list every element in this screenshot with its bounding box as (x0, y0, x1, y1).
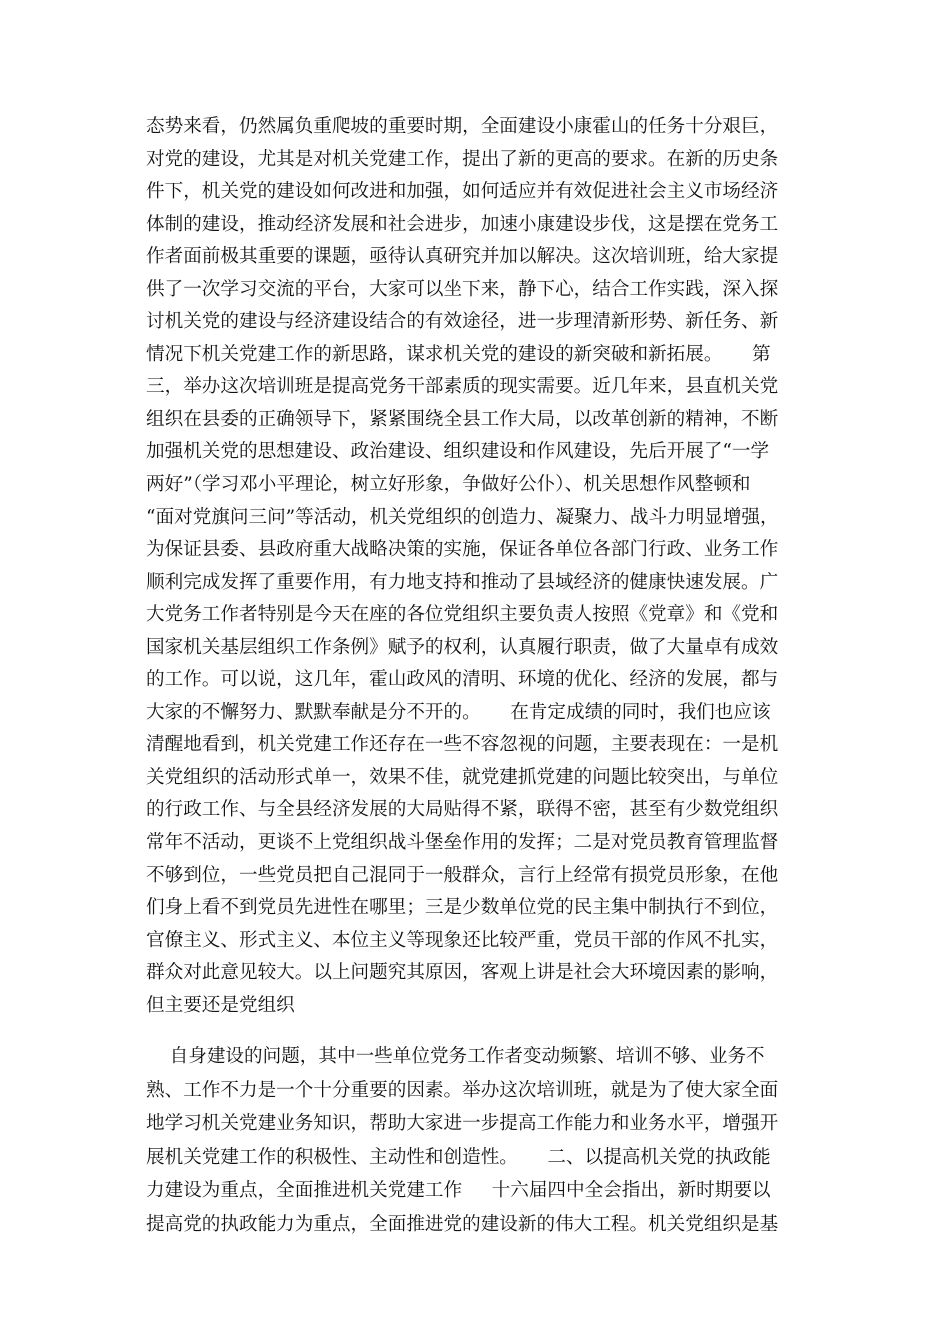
text-line: 不够到位，一些党员把自己混同于一般群众，言行上经常有损党员形象，在他 (146, 864, 779, 886)
text-line: 展机关党建工作的积极性、主动性和创造性。 二、以提高机关党的执政能 (146, 1146, 771, 1168)
text-line: 的工作。可以说，这几年，霍山政风的清明、环境的优化、经济的发展，都与 (146, 669, 779, 691)
text-line: 提高党的执政能力为重点，全面推进党的建设新的伟大工程。机关党组织是基 (146, 1213, 779, 1235)
text-line: 情况下机关党建工作的新思路，谋求机关党的建设的新突破和新拓展。 第 (146, 343, 771, 365)
paragraph-continued (146, 111, 806, 1022)
text-line: 群众对此意见较大。以上问题究其原因，客观上讲是社会大环境因素的影响， (146, 962, 779, 984)
paragraph-next (146, 1040, 806, 1241)
text-line: 顺利完成发挥了重要作用，有力地支持和推动了县域经济的健康快速发展。广 (146, 571, 779, 593)
text-line: 大家的不懈努力、默默奉献是分不开的。 在肯定成绩的同时，我们也应该 (146, 701, 771, 723)
text-line: 关党组织的活动形式单一，效果不佳，就党建抓党建的问题比较突出，与单位 (146, 766, 779, 788)
text-line: 加强机关党的思想建设、政治建设、组织建设和作风建设，先后开展了“一学 (146, 441, 770, 463)
text-line: 但主要还是党组织 (146, 994, 295, 1016)
text-line: 地学习机关党建业务知识，帮助大家进一步提高工作能力和业务水平，增强开 (146, 1113, 779, 1134)
text-line: 件下，机关党的建设如何改进和加强，如何适应并有效促进社会主义市场经济 (146, 181, 779, 203)
text-line: 组织在县委的正确领导下，紧紧围绕全县工作大局，以改革创新的精神，不断 (146, 408, 779, 430)
text-line: 们身上看不到党员先进性在哪里；三是少数单位党的民主集中制执行不到位， (146, 897, 779, 919)
text-line: 自身建设的问题，其中一些单位党务工作者变动频繁、培训不够、业务不 (146, 1046, 765, 1067)
text-line: 大党务工作者特别是今天在座的各位党组织主要负责人按照《党章》和《党和 (146, 604, 779, 626)
text-line: 官僚主义、形式主义、本位主义等现象还比较严重，党员干部的作风不扎实， (146, 929, 779, 951)
text-line: 三，举办这次培训班是提高党务干部素质的现实需要。近几年来，县直机关党 (146, 376, 779, 398)
text-line: 的行政工作、与全县经济发展的大局贴得不紧，联得不密，甚至有少数党组织 (146, 799, 779, 821)
text-line: 作者面前极其重要的课题，亟待认真研究并加以解决。这次培训班，给大家提 (146, 246, 779, 268)
text-line: 两好”（学习邓小平理论，树立好形象，争做好公仆）、机关思想作风整顿和 (146, 474, 751, 496)
text-line: 态势来看，仍然属负重爬坡的重要时期，全面建设小康霍山的任务十分艰巨， (146, 116, 779, 137)
text-line: 熟、工作不力是一个十分重要的因素。举办这次培训班，就是为了使大家全面 (146, 1079, 779, 1101)
text-line: 讨机关党的建设与经济建设结合的有效途径，进一步理清新形势、新任务、新 (146, 311, 779, 333)
text-line: 国家机关基层组织工作条例》赋予的权利，认真履行职责，做了大量卓有成效 (146, 636, 779, 658)
text-line: 为保证县委、县政府重大战略决策的实施，保证各单位各部门行政、业务工作 (146, 539, 779, 561)
text-line: “面对党旗问三问”等活动，机关党组织的创造力、凝聚力、战斗力明显增强， (146, 506, 779, 528)
text-line: 力建设为重点，全面推进机关党建工作 十六届四中全会指出，新时期要以 (146, 1180, 771, 1201)
text-line: 常年不活动，更谈不上党组织战斗堡垒作用的发挥；二是对党员教育管理监督 (146, 832, 779, 854)
text-line: 体制的建设，推动经济发展和社会进步，加速小康建设步伐，这是摆在党务工 (146, 213, 779, 235)
text-line: 清醒地看到，机关党建工作还存在一些不容忽视的问题，主要表现在：一是机 (146, 734, 779, 756)
text-line: 对党的建设，尤其是对机关党建工作，提出了新的更高的要求。在新的历史条 (146, 148, 779, 170)
text-line: 供了一次学习交流的平台，大家可以坐下来，静下心，结合工作实践，深入探 (146, 278, 779, 300)
